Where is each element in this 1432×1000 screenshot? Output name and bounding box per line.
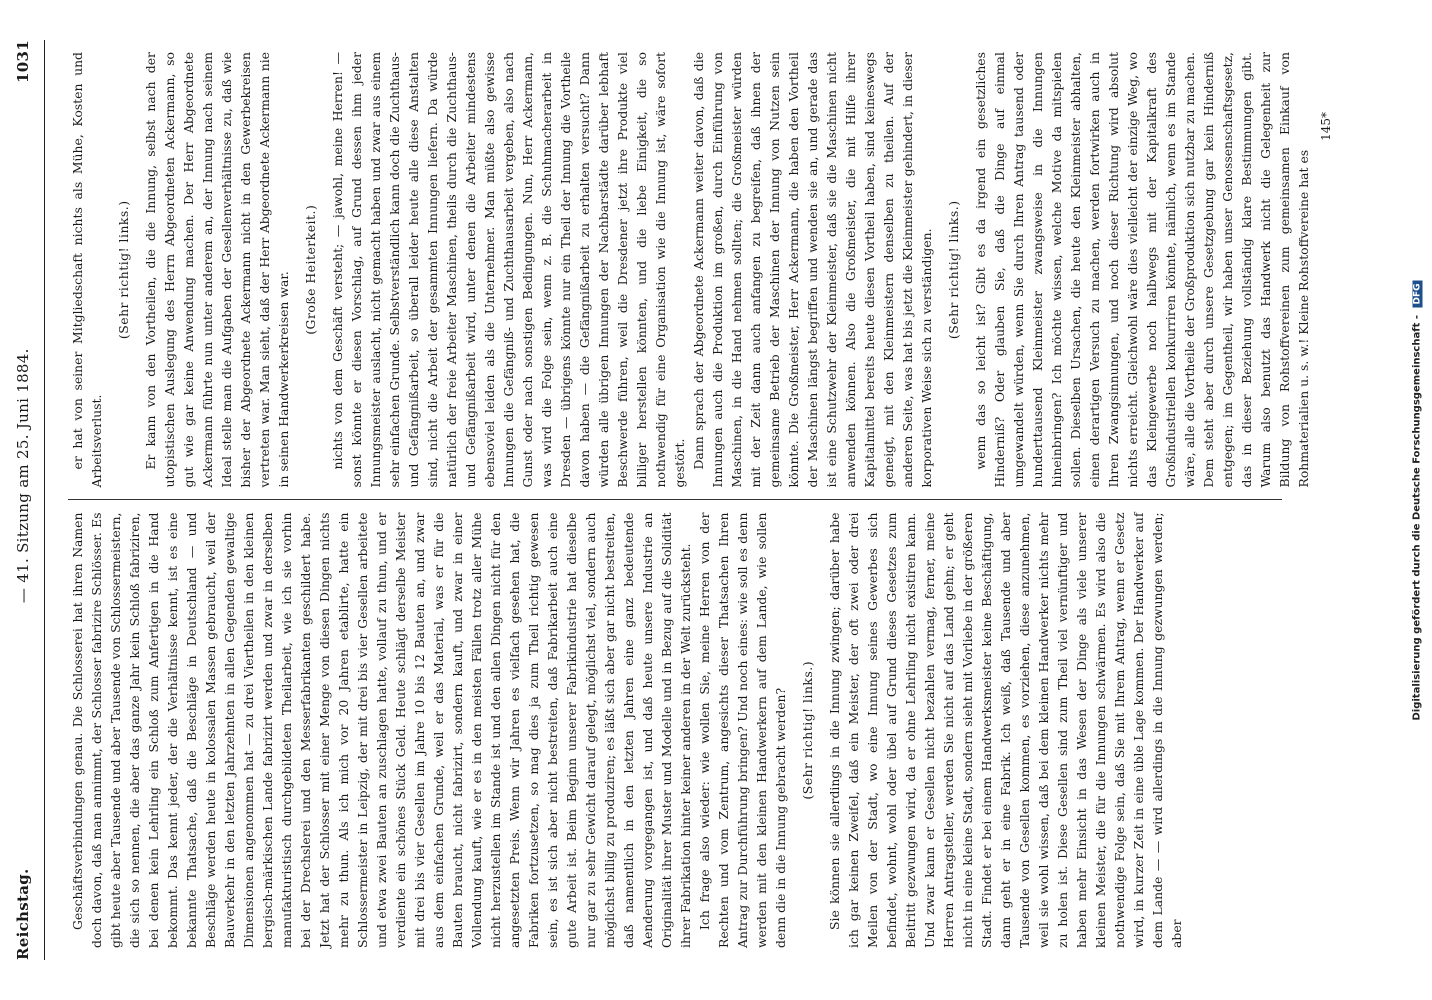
dfg-logo: DFG bbox=[1413, 280, 1423, 307]
interjection: (Sehr richtig! links.) bbox=[116, 200, 131, 340]
digitization-text bbox=[1412, 280, 1423, 720]
sheet-signature: 145* bbox=[1319, 112, 1333, 141]
interjection: (Große Heiterkeit.) bbox=[303, 204, 318, 335]
right-column bbox=[68, 40, 1333, 501]
page-number: 1031 bbox=[14, 40, 32, 83]
page-header bbox=[14, 40, 45, 960]
paragraph: nichts von dem Geschäft versteht; — jawohl, meine Herren! — sonst könnte er diesen Vorschlag, auf Grund dessen ihm jeder Innungsmeister auslacht, nicht gemacht haben und zwar aus einem sehr einfachen Grunde. Selbstverständlich kann doch die Zuchthaus- und Gefängnißarbeit, so überall leider heute alle diese Anstalten sind, nicht die Arbeit der gesammten Innungen liefern. Da würde natürlich der freie Arbeiter Maschinen, theils durch die Zuchthaus- und Gefängnißarbeit wird, unter denen die Arbeiter mindestens ebensoviel leiden als die Unternehmer. Man müßte also gewisse Innungen die Gefängniß- und Zuchthausarbeit vergeben, also nach Gunst oder nach sonstigen Bedingungen. Nun, Herr Ackermann, was wird die Folge sein, wenn z. B. die Schuhmacherarbeit in Dresden — übrigens könnte nur ein Theil der Innung die Vortheile davon haben — die Gefängnißarbeit zu erhalten versucht? Dann würden alle übrigen Innungen der Nachbarstädte darüber lebhaft Beschwerde führen, weil die Dresdener jetzt ihre Produkte viel billiger herstellen könnten, und die liebe Einigkeit, die so nothwendig für eine Organisation wie die Innung ist, wäre sofort gestört. bbox=[330, 52, 687, 488]
interjection: (Sehr richtig! links.) bbox=[800, 660, 815, 800]
left-column bbox=[68, 501, 1282, 961]
header-title: Reichstag. bbox=[14, 868, 32, 960]
paragraph: Geschäftsverbindungen genau. Die Schlosserei hat ihren Namen doch davon, daß man annimmt, der Schlosser fabrizire Schlösser. Es gibt heute aber Tausende und aber Tausende von Schlossermeistern, die sich so nennen, die aber das ganze Jahr kein Schloß fabriziren, bei denen kein Lehrling ein Schloß zum Anfertigen in die Hand bekommt. Das kennt jeder, der die Verhältnisse kennt, ist es eine bekannte Thatsache, daß die Beschläge in Deutschland — und Beschläge werden heute in kolossalen Massen gebraucht, weil der Bauverkehr in den letzten Jahrzehnten in allen Gegenden gewaltige Dimensionen angenommen hat — zu drei Viertheilen in den kleinen bergisch-märkischen Lande fabrizirt werden und zwar in derselben manufakturistisch durchgebildeten Theilarbeit, wie ich sie vorhin bei der Drechslerei und den Messerfabrikanten geschildert habe. Jetzt hat der Schlosser mit einer Menge von diesen Dingen nichts mehr zu thun. Als ich mich vor 20 Jahren etablirte, hatte ein Schlossermeister in Leipzig, der mit drei bis vier Gesellen arbeitete und etwa zwei Bauten an zuschlagen hatte, vollauf zu thun, und er verdiente ein schönes Stück Geld. Heute schlägt derselbe Meister mit drei bis vier Gesellen im Jahre 10 bis 12 Bauten an, und zwar aus dem einfachen Grunde, weil er das Material, was er für die Bauten braucht, nicht fabrizirt, sondern kauft, und zwar in einer Vollendung kauft, wie er es in den meisten Fällen trotz aller Mühe nicht herzustellen im Stande ist und den allen Dingen nicht für den angesetzten Preis. Wenn wir Jahren es vielfach gesehen hat, die Fabriken fortzusetzen, so mag dies ja zum Theil richtig gewesen sein, es ist sich aber nicht bestreiten, daß Fabrikarbeit auch eine gute Arbeit ist. Beim Beginn unserer Fabrikindustrie hat dieselbe nur gar zu sehr Gewicht darauf gelegt, möglichst viel, sondern auch möglichst billig zu produziren; es läßt sich aber gar nicht bestreiten, daß namentlich in den letzten Jahren eine ganz bedeutende Aenderung vorgegangen ist, und daß heute unsere Industrie an Originalität ihrer Muster und Modelle und in Bezug auf die Solidität ihrer Fabrikation hinter keiner anderen in der Welt zurücksteht. bbox=[70, 512, 693, 948]
paragraph: er hat von seiner Mitgliedschaft nichts als Mühe, Kosten und Arbeitsverlust. bbox=[70, 52, 104, 488]
paragraph: Er kann von den Vortheilen, die die Innung, selbst nach der utopistischen Auslegung des Herrn Abgeordneten Ackermann, so gut wie gar keine Anwendung machen. Der Herr Abgeordnete Ackermann führte nun unter anderem an, der Innung nach seinem Ideal stelle man die Aufgaben der Gesellenverhältnisse zu, daß wie bisher der Abgeordnete Ackermann nicht in den Gewerbekreisen vertreten war. Man sieht, daß der Herr Abgeordnete Ackermann nie in seinen Handwerkerkreisen war. bbox=[143, 52, 291, 488]
digitization-label: Digitalisierung gefördert durch die Deutsche Forschungsgemeinschaft - bbox=[1411, 314, 1423, 721]
digitization-note bbox=[1402, 0, 1432, 1000]
paragraph: Dann sprach der Abgeordnete Ackermann weiter davon, daß die Innungen auch die Produktion im großen, durch Einführung von Maschinen, in die Hand nehmen sollten; die Großmeister würden mit der Zeit dann auch anfangen zu begreifen, daß ihnen der gemeinsame Betrieb der Maschinen der Innung von Nutzen sein könnte. Die Großmeister, Herr Ackermann, die haben den Vortheil der Maschinen längst begriffen und wenden sie an, und gerade das ist eine Schutzwehr der Kleinmeister, daß sie die Maschinen nicht anwenden können. Also die Großmeister, die mit Hilfe ihrer Kapitalmittel bereits heute diesen Vortheil haben, sind keineswegs geneigt, mit den Kleinmeistern denselben zu theilen. Auf der anderen Seite, was hat bis jetzt die Kleinmeister gehindert, in dieser korporativen Weise sich zu verständigen. bbox=[691, 52, 934, 488]
header-session: — 41. Sitzung am 25. Juni 1884. bbox=[14, 348, 32, 604]
interjection: (Sehr richtig! links.) bbox=[946, 200, 961, 340]
paragraph: Ich frage also wieder: wie wollen Sie, meine Herren von der Rechten und vom Zentrum, angesichts dieser Thatsachen Ihren Antrag zur Durchführung bringen? Und noch eines: wie soll es denn werden mit den kleinen Handwerkern auf dem Lande, wie sollen denn die in die Innung gebracht werden? bbox=[697, 512, 788, 948]
paragraph: wenn das so leicht ist? Gibt es da irgend ein gesetzliches Hinderniß? Oder glauben Sie, daß die Dinge auf einmal umgewandelt würden, wenn Sie durch Ihren Antrag tausend oder hunderttausend Kleinmeister zwangsweise in die Innungen hineinbringen? Ich möchte wissen, welche Motive da mitspielen sollen. Dieselben Ursachen, die heute den Kleinmeister abhalten, einen derartigen Versuch zu machen, werden fortwirken auch in Ihren Zwangsinnungen, und noch dieser Richtung wird absolut nichts erreicht. Gleichwohl wäre dies vielleicht der einzige Weg, wo das Kleingewerbe noch halbwegs mit der Kapitalkraft des Großindustriellen konkurriren könnte, nämlich, wenn es im Stande wäre, alle die Vortheile der Großproduktion sich nutzbar zu machen. Dem steht aber durch unsere Gesetzgebung gar kein Hinderniß entgegen; im Gegentheil, wir haben unser Genossenschaftsgesetz, das in dieser Beziehung vollständig klare Bestimmungen gibt. Warum also benutzt das Handwerk nicht die Gelegenheit zur Bildung von Rohstoffvereinen zum gemeinsamen Einkauf von Rohmaterialien u. s. w.! Kleine Rohstoffvereine hat es bbox=[973, 52, 1311, 488]
paragraph: Sie können sie allerdings in die Innung zwingen; darüber habe ich gar keinen Zweifel, daß ein Meister, der oft zwei oder drei Meilen von der Stadt, wo eine Innung seines Gewerbes sich befindet, wohnt, wohl oder übel auf Grund dieses Gesetzes zum Beitritt gezwungen wird, da er ohne Lehrling nicht existiren kann. Und zwar kann er Gesellen nicht bezahlen vermag, ferner, meine Herren Antragsteller, werden Sie nicht auf das Land gehn; er geht nicht in eine kleine Stadt, sondern sieht mit Vorliebe in der größeren Stadt. Findet er bei einem Handwerksmeister keine Beschäftigung, dann geht er in eine Fabrik. Ich weiß, daß Tausende und aber Tausende von Gesellen kommen, es vorziehen, diese anzunehmen, weil sie wohl wissen, daß bei dem kleinen Handwerker nichts mehr zu holen ist. Diese Gesellen sind zum Theil viel vernünftiger und haben mehr Einsicht in das Wesen der Dinge als viele unserer kleinen Meister, die für die Innungen schwärmen. Es wird also die nothwendige Folge sein, daß Sie mit Ihrem Antrag, wenn er Gesetz wird, in kurzer Zeit in eine üble Lage kommen. Der Handwerker auf dem Lande — — wird allerdings in die Innung gezwungen werden; aber bbox=[827, 512, 1184, 948]
text-columns bbox=[68, 40, 1333, 960]
